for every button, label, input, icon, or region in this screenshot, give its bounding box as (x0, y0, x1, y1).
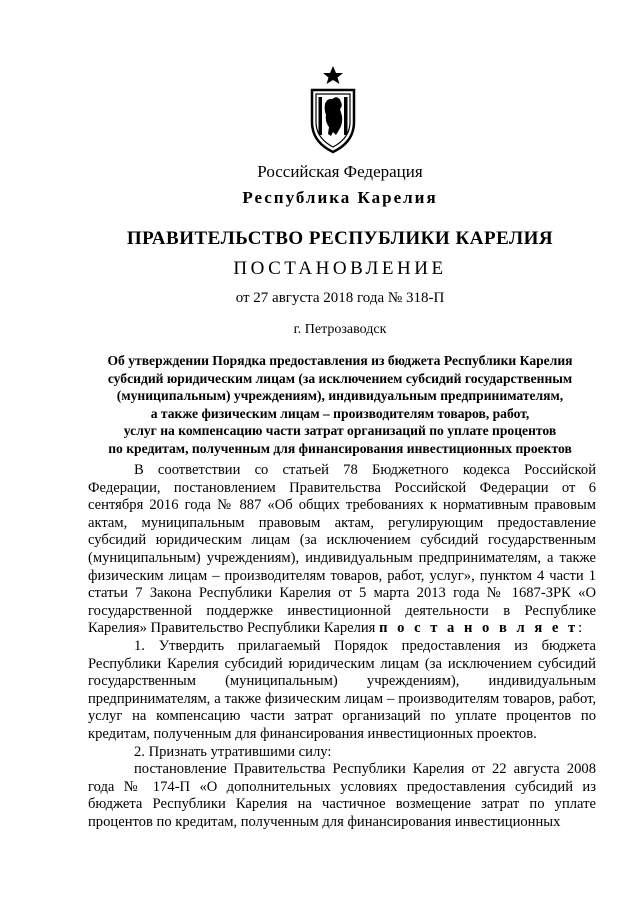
subject-line: Об утверждении Порядка предоставления из бюджета Республики Карелия (107, 353, 573, 368)
subject-line: субсидий юридическим лицам (за исключением субсидий государственным (107, 370, 573, 386)
city: г. Петрозаводск (293, 322, 387, 337)
subject-line: а также физическим лицам – производителям товаров, работ, (150, 405, 530, 421)
preamble-text: В соответствии со статьей 78 Бюджетного кодекса Российской Федерации, постановлением Правительства Российской Федерации от 6 сентября 2016 года № 887 «Об общих требованиях к нормативным правовым актам, муниципальным правовым актам, регулирующим предоставление субсидий юридическим лицам (за исключением субсидий государственным (муниципальным) учреждениям), индивидуальным предпринимателям, а также физическим лицам – производителям товаров, работ, услуг», пунктом 4 части 1 статьи 7 Закона Республики Карелия от 5 марта 2013 года № 1687-ЗРК «О государственной поддержке инвестиционной деятельности в Республике Карелия» Правительство Республики Карелия (88, 462, 596, 637)
item-2-paragraph: 2. Признать утратившими силу: (134, 743, 332, 760)
resolves-word: п о с т а н о в л я е т (379, 620, 579, 637)
document-type: ПОСТАНОВЛЕНИЕ (233, 258, 447, 279)
item-2-text-paragraph: постановление Правительства Республики Карелия от 22 августа 2008 года № 174-П «О дополнительных условиях предоставления субсидий из бюджета Республики Карелия на частичное возмещение затрат по уплате процентов по кредитам, полученным для финансирования инвестиционных (88, 761, 596, 830)
subject-line: по кредитам, полученным для финансирования инвестиционных проектов (108, 440, 572, 456)
preamble-paragraph (88, 462, 596, 638)
country-name: Российская Федерация (257, 162, 423, 181)
karelia-coat-of-arms-emblem (298, 64, 368, 154)
republic-name: Республика Карелия (242, 188, 438, 207)
item-1-paragraph: 1. Утвердить прилагаемый Порядок предоставления из бюджета Республики Карелия субсидий юридическим лицам (за исключением субсидий государственным (муниципальным) учреждениям), индивидуальным предпринимателям, а также физическим лицам – производителям товаров, работ, услуг на компенсацию части затрат организаций по уплате процентов по кредитам, полученным для финансирования инвестиционных проектов. (88, 637, 596, 742)
date-and-number: от 27 августа 2018 года № 318-П (235, 290, 445, 306)
resolves-colon: : (578, 620, 583, 637)
subject-line: услуг на компенсацию части затрат организаций по уплате процентов (123, 423, 557, 439)
authority-title: ПРАВИТЕЛЬСТВО РЕСПУБЛИКИ КАРЕЛИЯ (126, 228, 554, 249)
subject-line: (муниципальным) учреждениям), индивидуальным предпринимателям, (116, 388, 564, 404)
document-body (88, 462, 596, 831)
document-subject (88, 352, 592, 458)
